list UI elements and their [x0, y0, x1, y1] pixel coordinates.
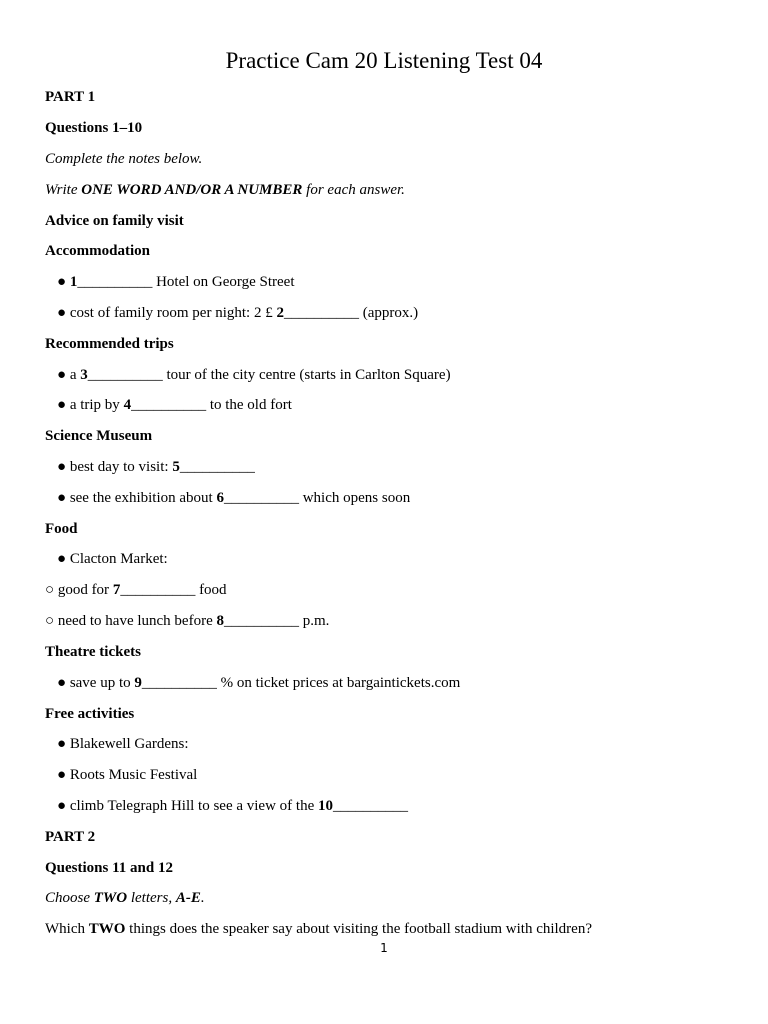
blakewell-gardens-item: ● Blakewell Gardens: — [57, 736, 189, 752]
question-3-item: ● a 3__________ tour of the city centre (starts in Carlton Square) — [57, 367, 451, 383]
answer-blank: __________ — [77, 274, 153, 290]
circle-bullet-icon: ○ — [45, 582, 55, 598]
part-2-heading: PART 2 — [45, 829, 96, 845]
answer-blank: __________ — [283, 305, 359, 321]
answer-blank: __________ — [141, 675, 217, 691]
bullet-icon: ● — [57, 798, 67, 814]
question-11-12-prompt: Which TWO things does the speaker say about visiting the football stadium with children? — [45, 921, 592, 937]
free-activities-heading: Free activities — [45, 706, 135, 722]
science-museum-heading: Science Museum — [45, 428, 153, 444]
bullet-icon: ● — [57, 459, 67, 475]
answer-blank: __________ — [131, 397, 207, 413]
page-number: 1 — [380, 941, 388, 955]
answer-blank: __________ — [87, 367, 163, 383]
answer-blank: __________ — [333, 798, 408, 814]
question-number: 2 — [276, 305, 284, 321]
question-number: 10 — [318, 798, 333, 814]
instruction-choose-two: Choose TWO letters, A-E. — [45, 890, 205, 906]
answer-blank: __________ — [179, 459, 255, 475]
answer-blank: __________ — [120, 582, 196, 598]
question-7-item: ○ good for 7__________ food — [45, 582, 227, 598]
bullet-icon: ● — [57, 397, 67, 413]
recommended-trips-heading: Recommended trips — [45, 336, 174, 352]
questions-1-10-heading: Questions 1–10 — [45, 120, 143, 136]
question-number: 3 — [80, 367, 88, 383]
question-number: 8 — [216, 613, 224, 629]
food-heading: Food — [45, 521, 78, 537]
bullet-icon: ● — [57, 490, 67, 506]
question-9-item: ● save up to 9__________ % on ticket prices at bargaintickets.com — [57, 675, 461, 691]
question-10-item: ● climb Telegraph Hill to see a view of the 10__________ — [57, 798, 408, 814]
question-8-item: ○ need to have lunch before 8__________ p.m. — [45, 613, 330, 629]
bullet-icon: ● — [57, 367, 67, 383]
question-4-item: ● a trip by 4__________ to the old fort — [57, 397, 292, 413]
notes-title: Advice on family visit — [45, 213, 184, 229]
roots-music-festival-item: ● Roots Music Festival — [57, 767, 198, 783]
bullet-icon: ● — [57, 305, 67, 321]
bullet-icon: ● — [57, 274, 67, 290]
instruction-word-limit: Write ONE WORD AND/OR A NUMBER for each answer. — [45, 182, 405, 198]
answer-blank: __________ — [224, 613, 299, 629]
question-number: 4 — [123, 397, 132, 413]
bullet-icon: ● — [57, 767, 67, 783]
accommodation-heading: Accommodation — [45, 243, 150, 259]
answer-blank: __________ — [223, 490, 299, 506]
question-6-item: ● see the exhibition about 6__________ which opens soon — [57, 490, 411, 506]
bullet-icon: ● — [57, 551, 67, 567]
question-number: 5 — [172, 459, 180, 475]
part-1-heading: PART 1 — [45, 89, 96, 105]
clacton-market-item: ● Clacton Market: — [57, 551, 168, 567]
instruction-complete-notes: Complete the notes below. — [45, 151, 203, 167]
question-number: 9 — [134, 675, 142, 691]
questions-11-12-heading: Questions 11 and 12 — [45, 860, 173, 876]
bullet-icon: ● — [57, 675, 67, 691]
bullet-icon: ● — [57, 736, 67, 752]
question-number: 7 — [112, 582, 121, 598]
document-title: Practice Cam 20 Listening Test 04 — [225, 48, 543, 73]
question-2-item: ● cost of family room per night: 2 £ 2__________ (approx.) — [57, 305, 419, 321]
question-5-item: ● best day to visit: 5__________ — [57, 459, 255, 475]
question-number: 1 — [69, 274, 78, 290]
question-number: 6 — [216, 490, 224, 506]
theatre-tickets-heading: Theatre tickets — [45, 644, 141, 660]
question-1-item: ● 1__________ Hotel on George Street — [57, 274, 295, 290]
circle-bullet-icon: ○ — [45, 613, 55, 629]
